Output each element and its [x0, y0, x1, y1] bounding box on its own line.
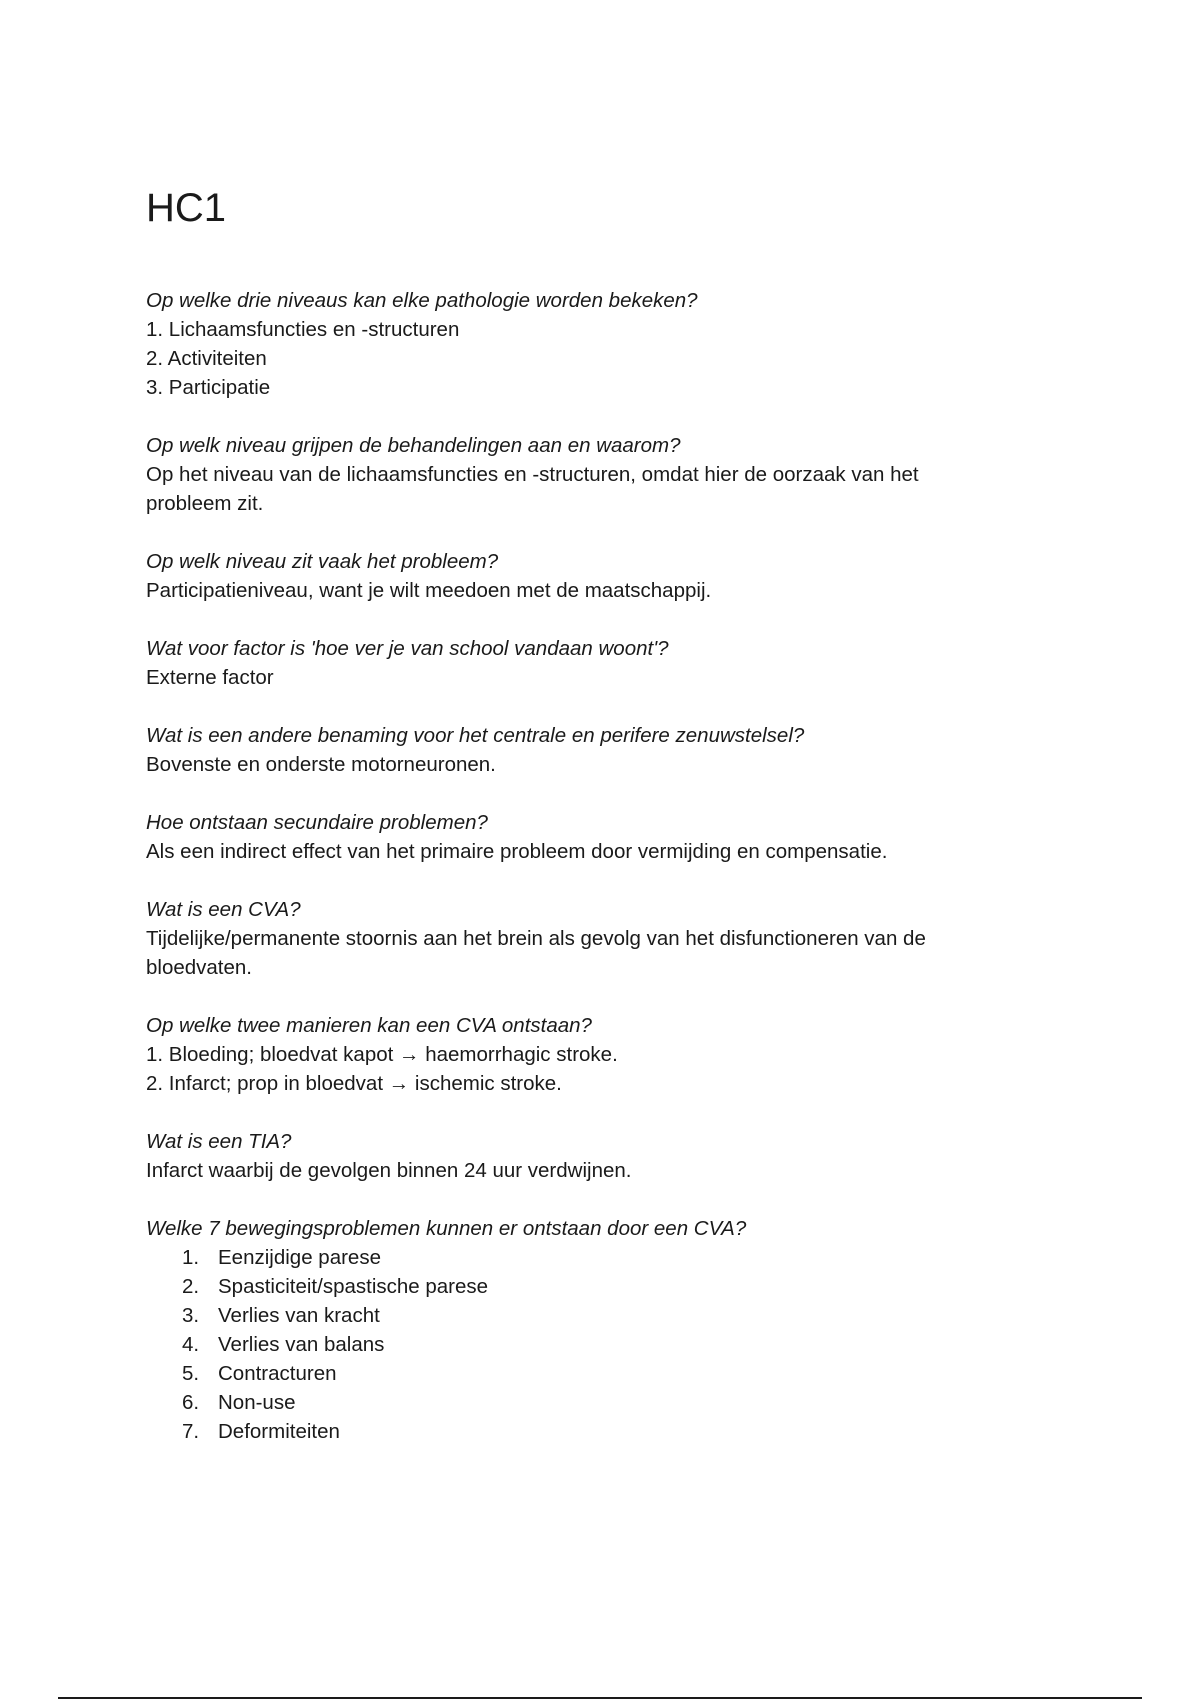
qa-block-1	[146, 286, 1046, 402]
question: Wat is een TIA?	[146, 1130, 292, 1153]
answer	[146, 576, 1046, 605]
list-number: 5.	[182, 1362, 200, 1385]
question: Wat voor factor is 'hoe ver je van school vandaan woont'?	[146, 637, 669, 660]
answer	[146, 460, 1046, 518]
answer-line: Externe factor	[146, 666, 274, 689]
answer-line: 3. Participatie	[146, 376, 271, 399]
question: Op welke twee manieren kan een CVA ontstaan?	[146, 1014, 592, 1037]
qa-block-2	[146, 431, 1046, 518]
list-item	[182, 1301, 1046, 1330]
list-text: Non-use	[218, 1391, 296, 1414]
question: Op welk niveau grijpen de behandelingen aan en waarom?	[146, 434, 681, 457]
document-page	[146, 186, 1046, 1475]
list-text: Deformiteiten	[218, 1420, 340, 1443]
question: Op welk niveau zit vaak het probleem?	[146, 550, 499, 573]
list-item	[182, 1330, 1046, 1359]
list-item	[182, 1388, 1046, 1417]
qa-block-5	[146, 721, 1046, 779]
list-number: 2.	[182, 1275, 200, 1298]
question: Wat is een andere benaming voor het centrale en perifere zenuwstelsel?	[146, 724, 805, 747]
question: Welke 7 bewegingsproblemen kunnen er ontstaan door een CVA?	[146, 1217, 747, 1240]
qa-block-10	[146, 1214, 1046, 1446]
movement-problems-list	[146, 1243, 1046, 1446]
answer	[146, 924, 1046, 982]
qa-block-7	[146, 895, 1046, 982]
answer-line: probleem zit.	[146, 492, 264, 515]
answer-line: 2. Infarct; prop in bloedvat → ischemic stroke.	[146, 1072, 562, 1095]
list-text: Eenzijdige parese	[218, 1246, 381, 1269]
answer-line: Op het niveau van de lichaamsfuncties en -structuren, omdat hier de oorzaak van het	[146, 463, 919, 486]
answer	[146, 750, 1046, 779]
list-text: Spasticiteit/spastische parese	[218, 1275, 489, 1298]
answer	[146, 1156, 1046, 1185]
list-item	[182, 1272, 1046, 1301]
answer-line: Infarct waarbij de gevolgen binnen 24 uur verdwijnen.	[146, 1159, 632, 1182]
list-number: 1.	[182, 1246, 200, 1269]
list-text: Verlies van kracht	[218, 1304, 380, 1327]
qa-block-4	[146, 634, 1046, 692]
qa-block-8	[146, 1011, 1046, 1098]
answer-line: bloedvaten.	[146, 956, 253, 979]
answer	[146, 1040, 1046, 1098]
list-number: 3.	[182, 1304, 200, 1327]
answer	[146, 837, 1046, 866]
page-title: HC1	[146, 186, 227, 230]
answer	[146, 315, 1046, 402]
answer-line: 1. Lichaamsfuncties en -structuren	[146, 318, 460, 341]
list-text: Contracturen	[218, 1362, 337, 1385]
qa-block-9	[146, 1127, 1046, 1185]
answer-line: Als een indirect effect van het primaire probleem door vermijding en compensatie.	[146, 840, 888, 863]
list-number: 6.	[182, 1391, 200, 1414]
list-number: 7.	[182, 1420, 200, 1443]
list-item	[182, 1359, 1046, 1388]
question: Wat is een CVA?	[146, 898, 301, 921]
answer-line: 2. Activiteiten	[146, 347, 267, 370]
question: Op welke drie niveaus kan elke pathologie worden bekeken?	[146, 289, 698, 312]
list-item	[182, 1243, 1046, 1272]
qa-block-3	[146, 547, 1046, 605]
list-item	[182, 1417, 1046, 1446]
list-number: 4.	[182, 1333, 200, 1356]
question: Hoe ontstaan secundaire problemen?	[146, 811, 488, 834]
answer-line: Participatieniveau, want je wilt meedoen met de maatschappij.	[146, 579, 712, 602]
bottom-divider	[58, 1697, 1142, 1699]
answer-line: Bovenste en onderste motorneuronen.	[146, 753, 496, 776]
qa-block-6	[146, 808, 1046, 866]
answer	[146, 663, 1046, 692]
answer-line: 1. Bloeding; bloedvat kapot → haemorrhagic stroke.	[146, 1043, 618, 1066]
answer-line: Tijdelijke/permanente stoornis aan het brein als gevolg van het disfunctioneren van de	[146, 927, 926, 950]
list-text: Verlies van balans	[218, 1333, 385, 1356]
